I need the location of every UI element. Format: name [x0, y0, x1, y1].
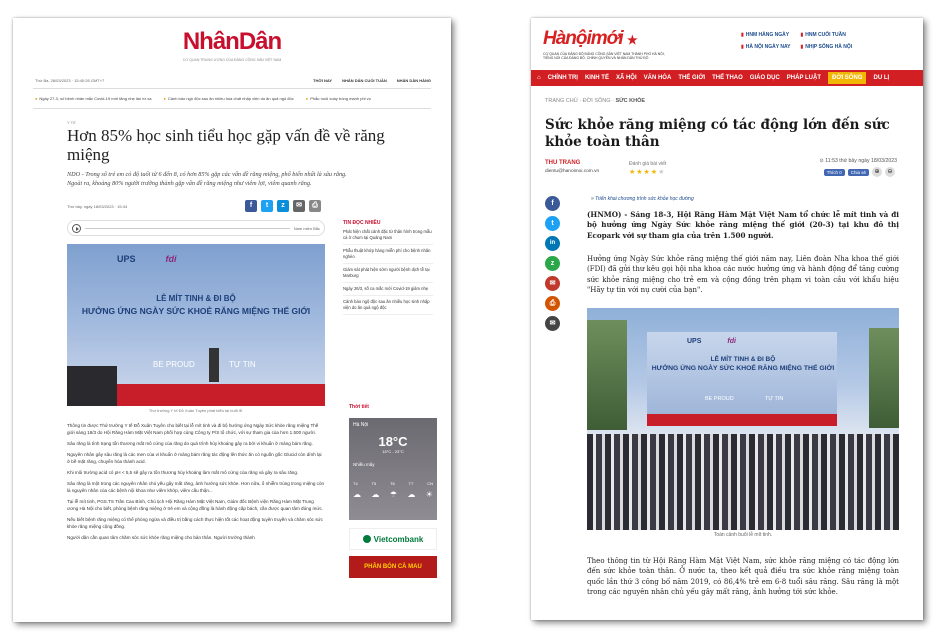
most-read-item[interactable]: Cảnh báo ngộ độc sau ăn nhiều học sinh nhập viện do ăn quả ngộ độc [343, 296, 433, 315]
hanoimoi-logo[interactable]: Hànộimới ★ [543, 28, 637, 49]
nhandan-article-page [13, 18, 451, 622]
nav-giao-duc[interactable]: GIÁO DỤC [749, 75, 780, 81]
most-read-sidebar [343, 220, 433, 315]
divider [33, 108, 431, 109]
trees [587, 320, 627, 430]
hanoimoi-logo-subtitle: CƠ QUAN CỦA ĐẢNG BỘ ĐẢNG CỘNG SẢN VIỆT NAM THÀNH PHỐ HÀ NỘI, TIẾNG NÓI CỦA ĐẢNG BỘ, CHÍNH QUYỀN VÀ NHÂN DÂN THỦ ĐÔ [543, 52, 665, 61]
paragraph: Tại lễ mít tinh, PGS.TS Trần Cao Bính, Chủ tịch Hội Răng Hàm Mặt Việt Nam, Giám đốc Bệnh viện Răng Hàm Mặt Trung ương Hà Nội cho biết, phòng bệnh răng miệng ở trẻ em và cộng đồng là hành động cấp bách, cần được quan tâm đúng mức. [67, 499, 324, 511]
most-read-item[interactable]: Phát hiện chất cảnh đặc từ thân hình trong mẫu cá ở chum tại Quảng Nam [343, 226, 433, 245]
cloud-icon: ☁ [371, 490, 380, 499]
weather-widget [349, 418, 437, 520]
weather-city[interactable]: Hà Nội [353, 422, 369, 428]
camera-crew [67, 366, 117, 406]
divider [33, 88, 431, 89]
email-share-icon[interactable]: ✉ [293, 200, 305, 212]
vietcombank-logo-icon [363, 535, 371, 543]
banner-main: HƯỞNG ỨNG NGÀY SỨC KHOẺ RĂNG MIỆNG THẾ GIỚI [81, 306, 311, 316]
nav-chinh-tri[interactable]: CHÍNH TRỊ [547, 75, 578, 81]
paragraph: Khi môi trường acid có pH < 5,5 sẽ gây ra tổn thương hủy khoáng làm mất mô cứng của răng và gây ra sâu răng. [67, 470, 299, 475]
fb-toolbar [824, 167, 895, 177]
nhandan-logo[interactable]: NhânDân [182, 28, 282, 55]
home-icon[interactable]: ⌂ [537, 75, 541, 81]
star-icon[interactable]: ★★★★ [629, 168, 659, 176]
link-hnm-cuoi-tuan[interactable]: ▮ HNM CUỐI TUẦN [801, 32, 853, 38]
nav-the-thao[interactable]: THỂ THAO [712, 75, 743, 81]
nav-nhandan-cuoi-tuan[interactable]: NHÂN DÂN CUỐI TUẦN [342, 78, 387, 83]
paragraph: Người dân cần quan tâm chăm sóc sức khỏe răng miệng cho bản thân. Người trưởng thành [67, 535, 255, 540]
sponsor-logo: fdi [727, 338, 736, 345]
breadcrumb-suc-khoe[interactable]: SỨC KHỎE [615, 98, 646, 104]
article-photo [587, 308, 899, 530]
weather-forecast [353, 481, 433, 486]
weather-range: 18°C - 23°C [382, 449, 404, 454]
facebook-icon[interactable]: f [545, 196, 560, 211]
social-share-bar [545, 196, 560, 331]
forecast-day: T6 [390, 481, 395, 486]
paragraph: Nguyên nhân gây sâu răng là các men của vi khuẩn ở mảng bám răng tác động lên thức ăn có nguồn gốc Glucid còn dính lại ở bề mặt răng, chuyển hóa thành acid. [67, 452, 322, 464]
edition-links [741, 32, 852, 50]
ticker-item[interactable]: ● Phẫu nuôi xoáy tròng mạnh phi vọ [306, 96, 371, 101]
paragraph: Hưởng ứng Ngày Sức khỏe răng miệng thế giới năm nay, Liên đoàn Nha khoa thế giới (FDI) đã gửi thư kêu gọi hội nha khoa các nước hưởng ứng và hành động để tăng cường sức khỏe răng miệng cho trẻ em và cộng đồng trên phạm vi toàn cầu với khẩu hiệu "Hãy tự tin với nụ cười của bạn". [587, 255, 899, 294]
article-sapo: NDO - Trong số trẻ em có độ tuổi từ 6 đến 8, có hơn 85% gặp các vấn đề răng miệng, phổ biến nhất là sâu răng. Ngoài ra, khoảng 80% người trưởng thành gặp vấn đề răng miệng như viêm lợi, viêm quanh răng. [67, 171, 347, 187]
audience-crowd [587, 434, 899, 530]
most-read-heading: TIN ĐỌC NHIỀU [343, 220, 381, 226]
breadcrumb-home[interactable]: TRANG CHỦ [545, 98, 578, 104]
news-ticker [35, 96, 431, 101]
sun-icon: ☀ [425, 490, 433, 499]
zoom-out-icon[interactable]: ⊖ [885, 167, 895, 177]
print-icon[interactable]: ⎙ [545, 296, 560, 311]
audio-player [67, 220, 325, 236]
facebook-share-icon[interactable]: f [245, 200, 257, 212]
nav-xa-hoi[interactable]: XÃ HỘI [615, 75, 637, 81]
fb-like-button[interactable]: Thích 0 [824, 169, 845, 176]
nav-phap-luat[interactable]: PHÁP LUẬT [786, 75, 822, 81]
article-body [67, 422, 325, 545]
article-photo [67, 244, 325, 406]
nav-nhandan-hang[interactable]: NHÂN DÂN HÀNG [396, 78, 431, 83]
star-icon: ★ [627, 33, 637, 47]
photo-caption: Thứ trưởng Y tế Đỗ Xuân Tuyên phát biểu tại buổi lễ. [148, 408, 244, 413]
phan-bon-ca-mau-ad[interactable]: PHÂN BÓN CÀ MAU [349, 556, 437, 578]
sponsor-logo: fdi [165, 254, 177, 264]
twitter-icon[interactable]: t [545, 216, 560, 231]
rain-icon: ☂ [389, 490, 397, 499]
main-nav [531, 70, 923, 86]
print-icon[interactable]: ⎙ [309, 200, 321, 212]
article-date: Thứ bảy, ngày 18/03/2023 · 15:34 [67, 204, 128, 209]
slogan-right: TỰ TIN [229, 360, 256, 369]
nav-doi-song[interactable]: ĐỜI SỐNG [828, 72, 866, 84]
sponsor-logo: UPS [687, 338, 702, 345]
date-line: Thứ Ba, 28/03/2023 · 15:40:26 GMT+7 [35, 78, 105, 83]
trees [869, 328, 899, 428]
nav-thoi-nay[interactable]: THỜI NAY [313, 78, 333, 83]
publish-time: ⊙ 11:53 thứ bảy ngày 18/03/2023 [819, 158, 897, 164]
weather-heading: Thời tiết [349, 404, 369, 410]
forecast-day: CN [427, 481, 433, 486]
article-title: Sức khỏe răng miệng có tác động lớn đến sức khỏe toàn thân [545, 117, 890, 150]
slogan-left: BE PROUD [705, 396, 734, 402]
weather-temp: 18°C [378, 434, 408, 449]
weather-condition: Nhiều mây [353, 462, 375, 467]
twitter-share-icon[interactable]: t [261, 200, 273, 212]
stage-floor [647, 414, 837, 426]
sponsor-logo: UPS [117, 254, 136, 264]
most-read-item[interactable]: Giám sát phát hiện sớm người bệnh dịch tễ tại Marburg [343, 264, 433, 283]
article-title: Hơn 85% học sinh tiểu học gặp vấn đề về răng miệng [67, 126, 385, 164]
zoom-in-icon[interactable]: ⊕ [872, 167, 882, 177]
fb-share-button[interactable]: Chia sẻ [848, 169, 869, 176]
ticker-item[interactable]: ● Cảnh báo ngộ độc sau ăn nhiều hóa chất nhập viện do ăn quả ngộ độc [163, 96, 293, 101]
nav-van-hoa[interactable]: VĂN HÓA [643, 75, 672, 81]
related-link[interactable]: » Triển khai chương trình sức khỏe học đường [591, 196, 694, 202]
banner-top: LỄ MÍT TINH & ĐI BỘ [156, 294, 236, 303]
zalo-share-icon[interactable]: z [277, 200, 289, 212]
linkedin-icon[interactable]: in [545, 236, 560, 251]
share-bar [245, 200, 321, 212]
author-name[interactable]: THU TRANG [545, 160, 581, 166]
cloud-icon: ☁ [407, 490, 416, 499]
rating-label: Đánh giá bài viết [629, 161, 667, 167]
article-lead: (HNMO) - Sáng 18-3, Hội Răng Hàm Mặt Việt Nam tổ chức lễ mít tinh và đi bộ hưởng ứng Ngày Sức khỏe răng miệng thế giới (20-3) tại khu đô thị Ecopark với sự tham gia của trên 1.500 người. [587, 210, 899, 240]
voice-select[interactable]: Nam miền Bắc [293, 225, 320, 231]
email-icon[interactable]: ✉ [545, 276, 560, 291]
send-mail-icon[interactable]: ✉ [545, 316, 560, 331]
slogan-left: BE PROUD [153, 360, 195, 369]
paragraph: Sâu răng là tình trạng tổn thương mất mô cứng của răng do quá trình hủy khoáng gây ra bởi vi khuẩn ở mảng bám răng. [67, 441, 313, 446]
link-ha-noi-ngay-nay[interactable]: ▮ HÀ NỘI NGÀY NAY [741, 44, 791, 50]
breadcrumb-doi-song[interactable]: ĐỜI SỐNG [582, 98, 611, 104]
nav-kinh-te[interactable]: KINH TẾ [584, 75, 609, 81]
slogan-right: TỰ TIN [765, 396, 784, 402]
forecast-day: T4 [353, 481, 358, 486]
nav-du-lich[interactable]: DU LỊ [873, 75, 890, 81]
paragraph: Theo thông tin từ Hội Răng Hàm Mặt Việt Nam, sức khỏe răng miệng có tác động lớn đến sức khỏe toàn thân. Ở nước ta, theo kết quả điều tra sức khỏe răng miệng toàn quốc lần thứ 3 công bố năm 2019, có 86,4% trẻ em 6-8 tuổi sâu răng. Sâu răng là một trong các nguyên nhân chủ yếu gây mất răng, ảnh hưởng tới sức khỏe. [587, 557, 899, 596]
zalo-icon[interactable]: z [545, 256, 560, 271]
cloud-icon: ☁ [353, 490, 361, 499]
paragraph: Nếu biết bệnh răng miệng có thể phòng ngừa và điều trị bằng cách thực hiện tốt các hoạt động tuyên truyền và chăm sóc sức khỏe răng miệng cộng đồng. [67, 517, 323, 529]
nhandan-logo-subtitle: CƠ QUAN TRUNG ƯƠNG CỦA ĐẢNG CỘNG SẢN VIỆT NAM [182, 58, 282, 62]
link-nhip-song-ha-noi[interactable]: ▮ NHỊP SỐNG HÀ NỘI [801, 44, 853, 50]
star-icon[interactable]: ★ [658, 168, 666, 176]
play-icon[interactable] [72, 224, 81, 233]
paragraph: Sâu răng là một trong các nguyên nhân chủ yếu gây mất răng, ảnh hưởng sức khỏe. Hơn nữa, ổ nhiễm trùng trong miệng còn là nguyên nhân của các bệnh nội khoa như viêm khớp, viêm cầu thận... [67, 481, 325, 493]
author-email[interactable]: dientu@hanoimoi.com.vn [545, 169, 600, 174]
category-label[interactable]: Y TẾ [67, 120, 76, 125]
most-read-item[interactable]: Phẫu thuật khớp háng miễn phí cho bệnh nhân nghèo [343, 245, 433, 264]
link-hnm-hang-ngay[interactable]: ▮ HNM HÀNG NGÀY [741, 32, 791, 38]
rating-stars[interactable] [629, 168, 665, 176]
banner-top: LỄ MÍT TINH & ĐI BỘ [710, 356, 776, 363]
nav-the-gioi[interactable]: THẾ GIỚI [678, 75, 706, 81]
breadcrumb: TRANG CHỦ · ĐỜI SỐNG · SỨC KHỎE [545, 98, 646, 104]
audio-progress[interactable] [85, 228, 290, 229]
hanoimoi-article-page [531, 18, 923, 620]
forecast-day: T7 [408, 481, 414, 486]
most-read-item[interactable]: Ngày 26/3, số ca mắc mới Covid-19 giảm nhẹ [343, 283, 433, 296]
podium-speaker [209, 348, 219, 382]
banner-main: HƯỞNG ỨNG NGÀY SỨC KHOẺ RĂNG MIỆNG THẾ GIỚI [651, 365, 835, 372]
paragraph: Thông tin được Thứ trưởng Y tế Đỗ Xuân Tuyên cho biết tại lễ mít tinh và đi bộ hưởng ứng Ngày Sức khỏe răng miệng Thế giới sáng 18/3 do Hội Răng Hàm Mặt Việt Nam phối hợp cùng Công ty P/S tổ chức, với sự tham gia của hơn 1.500 người. [67, 423, 319, 435]
photo-caption: Toàn cảnh buổi lễ mít tinh. [713, 532, 773, 538]
stage-backdrop [647, 332, 837, 414]
forecast-day: T5 [371, 481, 377, 486]
top-nav [313, 78, 431, 83]
vietcombank-ad[interactable]: Vietcombank [349, 528, 437, 550]
ticker-item[interactable]: ● Ngày 27-3, số bệnh nhân mắc Covid-19 mới tăng nhẹ lần từ xa [35, 96, 151, 101]
